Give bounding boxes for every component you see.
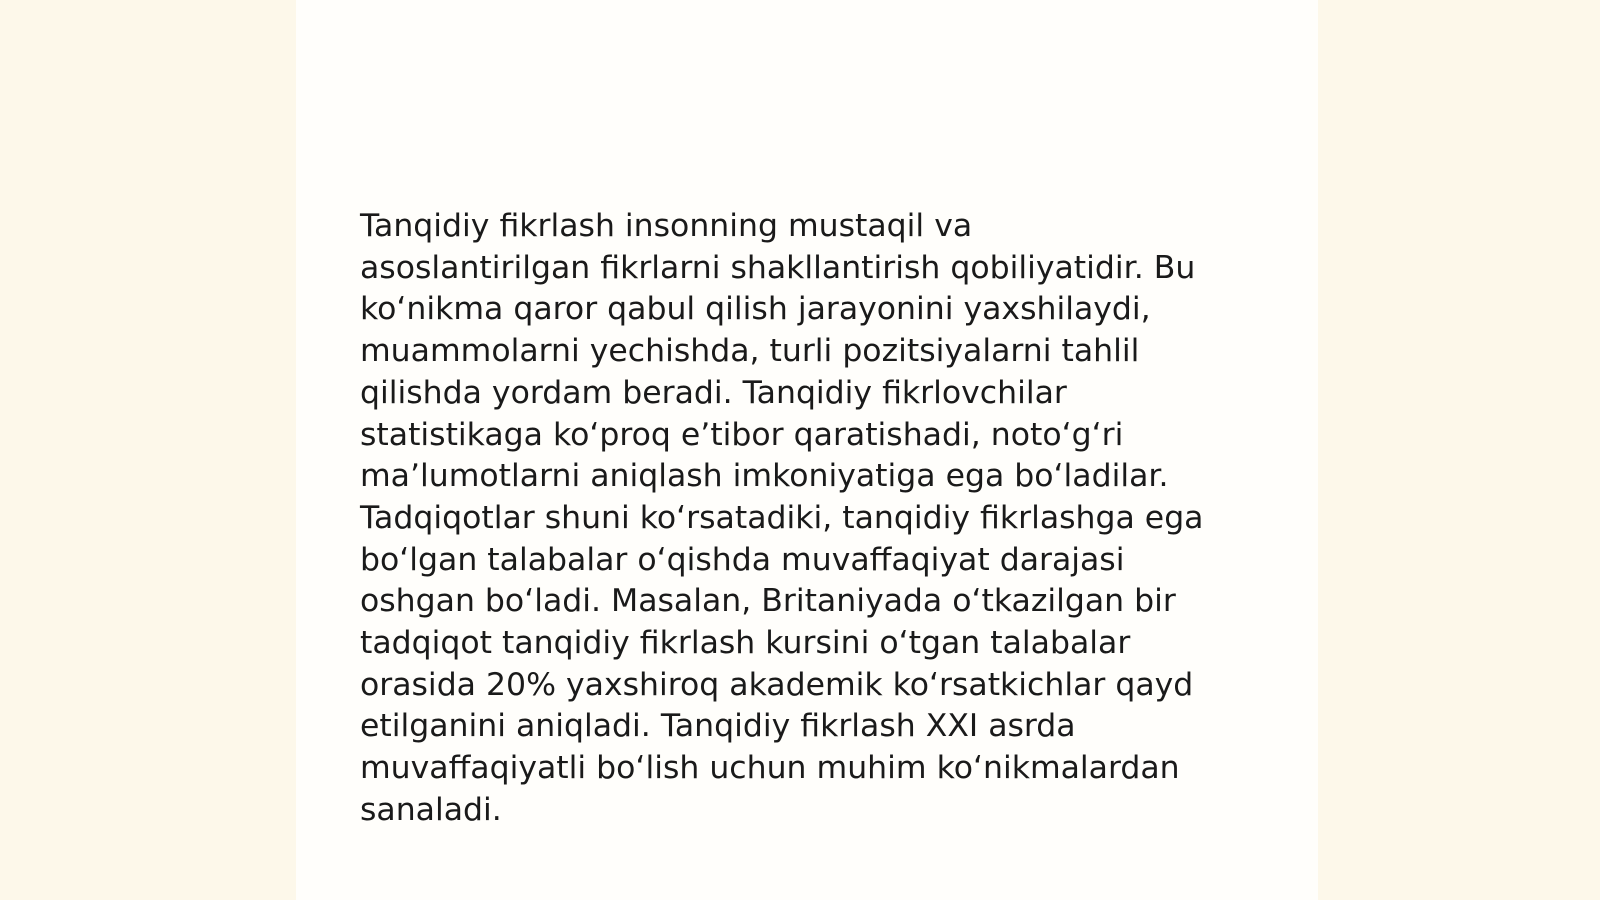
body-paragraph: Tanqidiy fikrlash insonning mustaqil va asoslantirilgan fikrlarni shakllantirish qobiliyatidir. Bu ko‘nikma qaror qabul qilish jarayonini yaxshilaydi, muammolarni yechishda, turli pozitsiyalarni tahlil qilishda yordam beradi. Tanqidiy fikrlovchilar statistikaga ko‘proq e’tibor qaratishadi, noto‘g‘ri ma’lumotlarni aniqlash imkoniyatiga ega bo‘ladilar. Tadqiqotlar shuni ko‘rsatadiki, tanqidiy fikrlashga ega bo‘lgan talabalar o‘qishda muvaffaqiyat darajasi oshgan bo‘ladi. Masalan, Britaniyada o‘tkazilgan bir tadqiqot tanqidiy fikrlash kursini o‘tgan talabalar orasida 20% yaxshiroq akademik ko‘rsatkichlar qayd etilganini aniqladi. Tanqidiy fikrlash XXI asrda muvaffaqiyatli bo‘lish uchun muhim ko‘nikmalardan sanaladi. xyxy=(360,208,1204,828)
slide xyxy=(296,0,1318,900)
